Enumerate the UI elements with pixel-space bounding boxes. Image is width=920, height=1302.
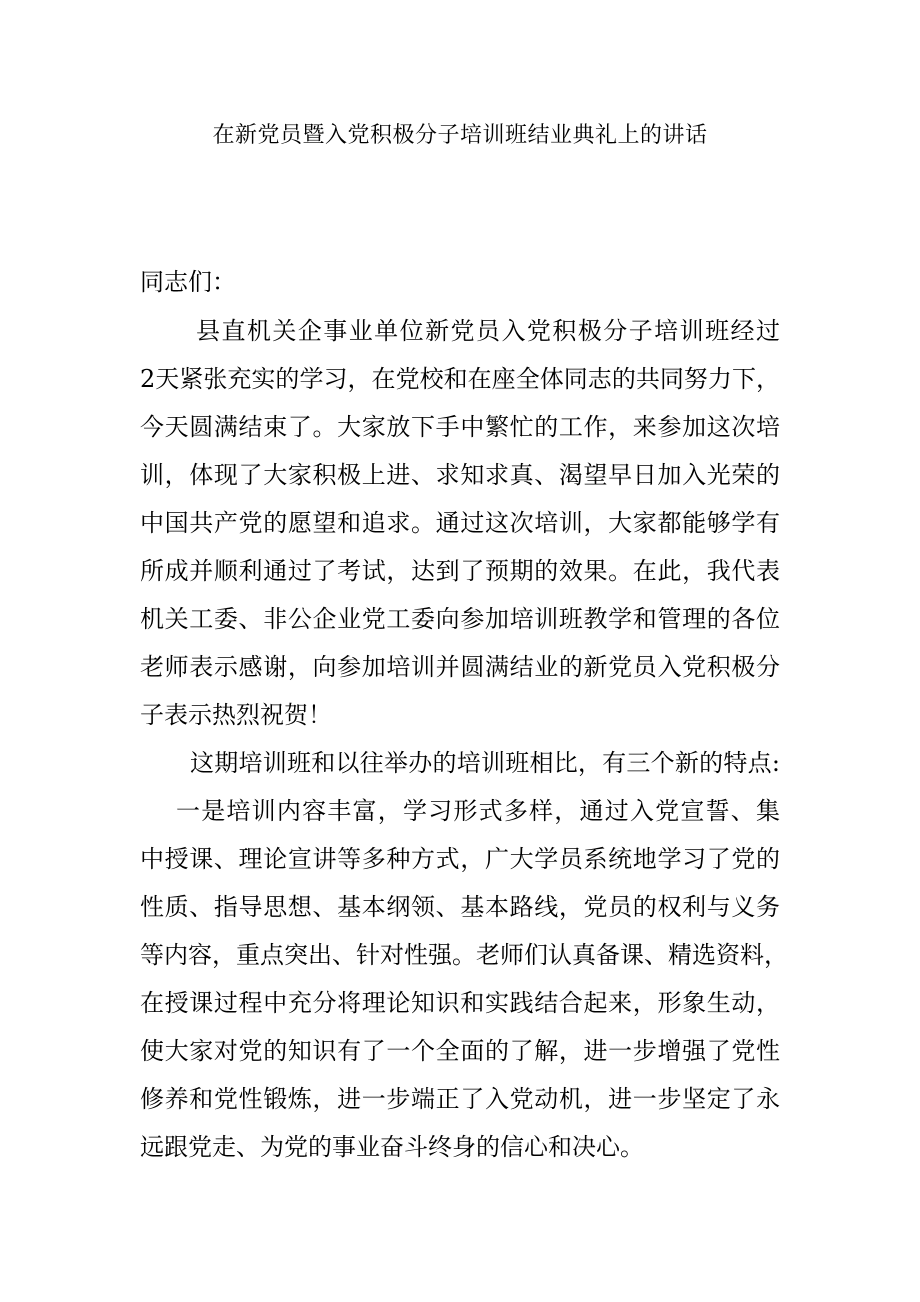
paragraph-1-line: 中国共产党的愿望和追求。通过这次培训，大家都能够学有: [140, 509, 780, 537]
paragraph-1-line: 县直机关企事业单位新党员入党积极分子培训班经过: [196, 317, 780, 345]
paragraph-3-line: 使大家对党的知识有了一个全面的了解，进一步增强了党性: [140, 1037, 780, 1065]
paragraph-1-line: 机关工委、非公企业党工委向参加培训班教学和管理的各位: [140, 605, 780, 633]
paragraph-1-line: 子表示热烈祝贺！: [140, 701, 332, 729]
paragraph-3-line: 性质、指导思想、基本纲领、基本路线，党员的权利与义务: [140, 893, 780, 921]
paragraph-2: 这期培训班和以往举办的培训班相比，有三个新的特点:: [190, 749, 780, 777]
paragraph-3-line: 在授课过程中充分将理论知识和实践结合起来，形象生动，: [140, 989, 780, 1017]
paragraph-3-line: 等内容，重点突出、针对性强。老师们认真备课、精选资料，: [140, 941, 788, 969]
document-title: 在新党员暨入党积极分子培训班结业典礼上的讲话: [212, 123, 708, 148]
paragraph-3-line: 修养和党性锻炼，进一步端正了入党动机，进一步坚定了永: [140, 1085, 780, 1113]
paragraph-1-line: 2天紧张充实的学习，在党校和在座全体同志的共同努力下，: [140, 365, 780, 393]
paragraph-1-line: 今天圆满结束了。大家放下手中繁忙的工作，来参加这次培: [140, 413, 780, 441]
paragraph-3-line: 远跟党走、为党的事业奋斗终身的信心和决心。: [140, 1133, 644, 1161]
salutation: 同志们：: [140, 268, 236, 296]
paragraph-1-line: 老师表示感谢，向参加培训并圆满结业的新党员入党积极分: [140, 653, 780, 681]
paragraph-1-line: 训，体现了大家积极上进、求知求真、渴望早日加入光荣的: [140, 461, 780, 489]
paragraph-3-line: 中授课、理论宣讲等多种方式，广大学员系统地学习了党的: [140, 845, 780, 873]
paragraph-1-line: 所成并顺利通过了考试，达到了预期的效果。在此，我代表: [140, 557, 780, 585]
paragraph-3-line: 一是培训内容丰富，学习形式多样，通过入党宣誓、集: [176, 797, 780, 825]
